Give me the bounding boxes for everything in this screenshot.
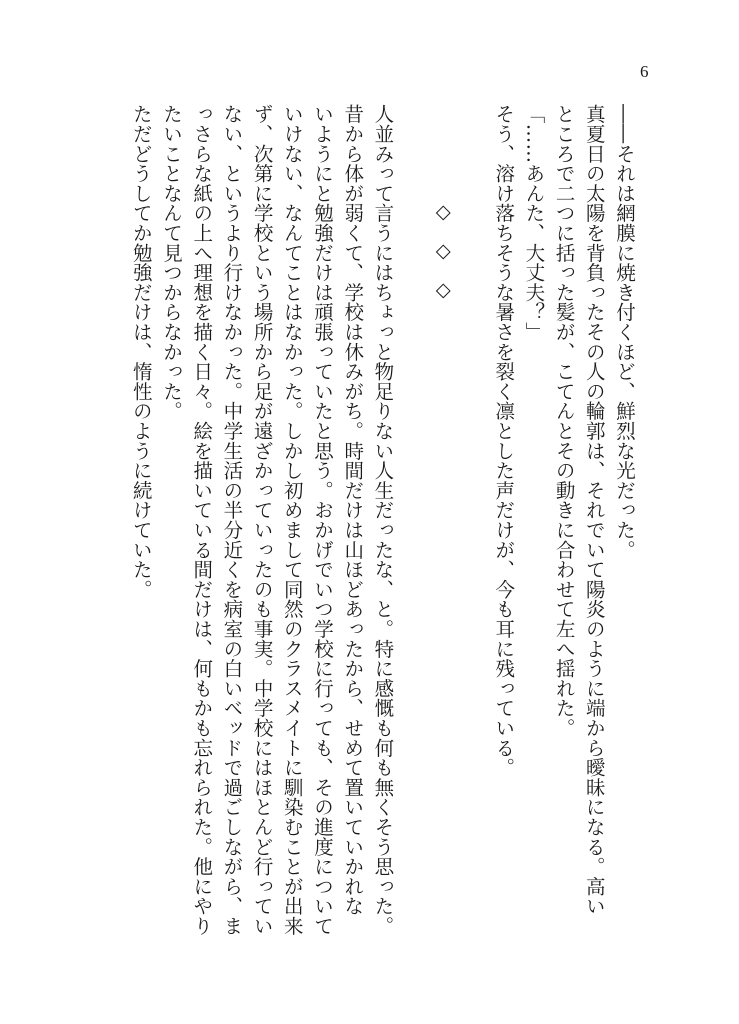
text-line: 「……あんた、大丈夫？」 bbox=[522, 104, 546, 342]
text-line: たいことなんて見つからなかった。 bbox=[159, 104, 183, 421]
vertical-text-body bbox=[126, 104, 639, 984]
text-line: 人並みって言うにはちょっと物足りない人生だったな、と。特に感慨も何も無くそう思った。 bbox=[371, 104, 395, 936]
text-line: 昔から体が弱くて、学校は休みがち。時間だけは山ほどあったから、せめて置いていかれな bbox=[341, 104, 365, 916]
page-number: 6 bbox=[640, 62, 649, 81]
text-line: ない、というより行けなかった。中学生活の半分近くを病室の白いベッドで過ごしながら、ま bbox=[220, 104, 244, 936]
text-line: そう、溶け落ちそうな暑さを裂く凛とした声だけが、今も耳に残っている。 bbox=[492, 104, 516, 778]
section-separator: ◇◇◇ bbox=[431, 200, 455, 317]
text-line: いけない、なんてことはなかった。しかし初めまして同然のクラスメイトに馴染むことが出来 bbox=[280, 104, 304, 936]
text-line: いようにと勉強だけは頑張っていたと思う。おかげでいつ学校に行っても、その進度について bbox=[311, 104, 334, 936]
text-line: ず、次第に学校という場所から足が遠ざかっていったのも事実。中学校にはほとんど行ってい bbox=[250, 104, 274, 936]
line-spacer bbox=[458, 104, 488, 984]
text-line: ところで二つに括った髪が、こてんとその動きに合わせて左へ揺れた。 bbox=[552, 104, 576, 738]
text-line: 真夏日の太陽を背負ったその人の輪郭は、それでいて陽炎のように端から曖昧になる。高い bbox=[582, 104, 606, 916]
text-line: っさらな紙の上へ理想を描く日々。絵を描いている間だけは、何もかも忘れられた。他にやり bbox=[190, 104, 214, 936]
line-spacer bbox=[397, 104, 427, 984]
text-line: ただどうしてか勉強だけは、惰性のように続けていた。 bbox=[129, 104, 153, 599]
text-line: ――それは網膜に焼き付くほど、鮮烈な光だった。 bbox=[613, 104, 636, 560]
